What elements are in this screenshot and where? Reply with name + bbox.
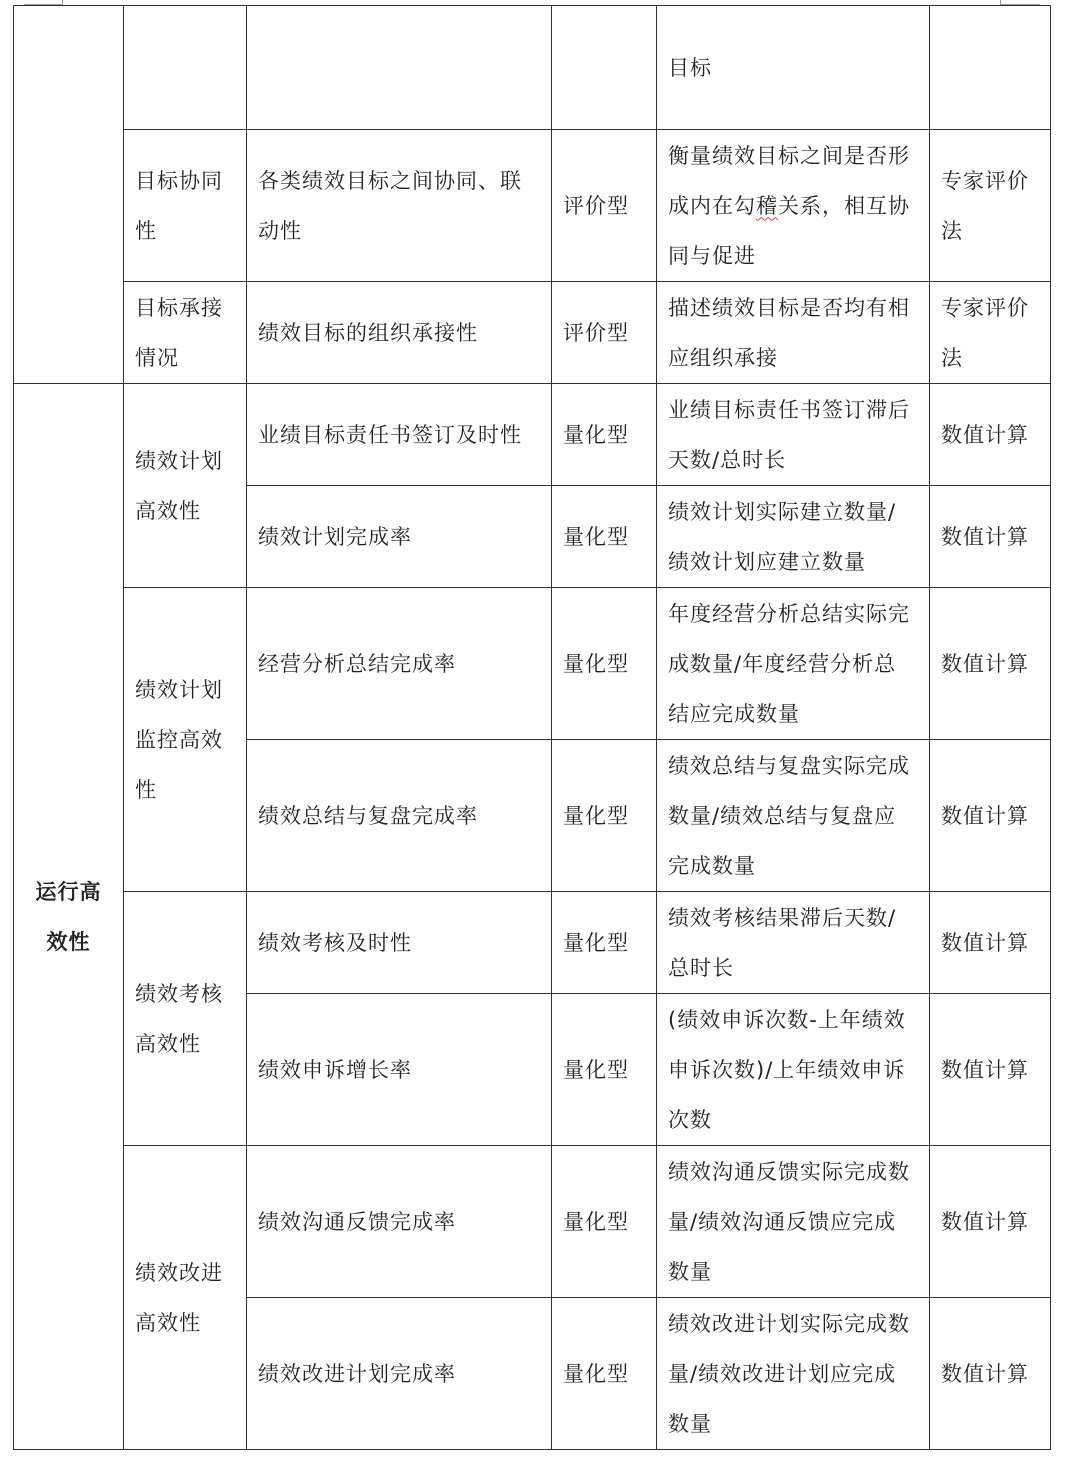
type-cell: 量化型: [552, 994, 657, 1146]
definition-cell: 各类绩效目标之间协同、联动性: [247, 130, 552, 282]
standard-cell: 年度经营分析总结实际完成数量/年度经营分析总结应完成数量: [657, 588, 930, 740]
table-row: [14, 892, 1051, 994]
standard-cell: [657, 130, 930, 282]
standard-cell: 目标: [657, 6, 930, 130]
table-row: [14, 282, 1051, 384]
method-cell: 数值计算: [930, 1298, 1051, 1450]
evaluation-indicator-table: [13, 5, 1051, 1450]
type-cell: 量化型: [552, 1298, 657, 1450]
method-cell: 数值计算: [930, 892, 1051, 994]
definition-cell: 绩效目标的组织承接性: [247, 282, 552, 384]
dimension-cell: 运行高效性: [14, 384, 124, 1450]
sub-dimension-cell: [124, 6, 247, 130]
type-cell: [552, 6, 657, 130]
type-cell: 量化型: [552, 1146, 657, 1298]
table-row: [14, 130, 1051, 282]
method-cell: 数值计算: [930, 588, 1051, 740]
standard-cell: 绩效考核结果滞后天数/总时长: [657, 892, 930, 994]
definition-cell: 业绩目标责任书签订及时性: [247, 384, 552, 486]
definition-cell: 绩效申诉增长率: [247, 994, 552, 1146]
type-cell: 量化型: [552, 892, 657, 994]
type-cell: 量化型: [552, 740, 657, 892]
table-row: [14, 6, 1051, 130]
standard-cell: 绩效计划实际建立数量/绩效计划应建立数量: [657, 486, 930, 588]
dimension-cell-continued: [14, 6, 124, 384]
standard-cell: 绩效改进计划实际完成数量/绩效改进计划应完成数量: [657, 1298, 930, 1450]
standard-cell: 描述绩效目标是否均有相应组织承接: [657, 282, 930, 384]
type-cell: 评价型: [552, 130, 657, 282]
method-cell: 数值计算: [930, 1146, 1051, 1298]
standard-cell: 绩效总结与复盘实际完成数量/绩效总结与复盘应完成数量: [657, 740, 930, 892]
definition-cell: 绩效计划完成率: [247, 486, 552, 588]
table-row: [14, 384, 1051, 486]
sub-dimension-cell: 绩效改进高效性: [124, 1146, 247, 1450]
sub-dimension-cell: 目标承接情况: [124, 282, 247, 384]
definition-cell: 绩效改进计划完成率: [247, 1298, 552, 1450]
standard-cell: 绩效沟通反馈实际完成数量/绩效沟通反馈应完成数量: [657, 1146, 930, 1298]
standard-cell: 业绩目标责任书签订滞后天数/总时长: [657, 384, 930, 486]
definition-cell: [247, 6, 552, 130]
table-row: [14, 1146, 1051, 1298]
type-cell: 量化型: [552, 588, 657, 740]
type-cell: 评价型: [552, 282, 657, 384]
method-cell: [930, 6, 1051, 130]
definition-cell: 绩效考核及时性: [247, 892, 552, 994]
sub-dimension-cell: 绩效考核高效性: [124, 892, 247, 1146]
method-cell: 数值计算: [930, 384, 1051, 486]
method-cell: 专家评价法: [930, 130, 1051, 282]
method-cell: 数值计算: [930, 486, 1051, 588]
definition-cell: 绩效总结与复盘完成率: [247, 740, 552, 892]
standard-cell: (绩效申诉次数-上年绩效申诉次数)/上年绩效申诉次数: [657, 994, 930, 1146]
sub-dimension-cell: 绩效计划监控高效性: [124, 588, 247, 892]
type-cell: 量化型: [552, 384, 657, 486]
sub-dimension-cell: 目标协同性: [124, 130, 247, 282]
method-cell: 数值计算: [930, 740, 1051, 892]
spellcheck-underline: 稽: [756, 193, 778, 218]
method-cell: 专家评价法: [930, 282, 1051, 384]
method-cell: 数值计算: [930, 994, 1051, 1146]
table-row: [14, 588, 1051, 740]
sub-dimension-cell: 绩效计划高效性: [124, 384, 247, 588]
standard-text: 关系，相互协同与促进: [668, 193, 910, 268]
standard-text: 衡量绩效目标之间是否形成内在勾: [668, 143, 910, 218]
definition-cell: 绩效沟通反馈完成率: [247, 1146, 552, 1298]
type-cell: 量化型: [552, 486, 657, 588]
definition-cell: 经营分析总结完成率: [247, 588, 552, 740]
